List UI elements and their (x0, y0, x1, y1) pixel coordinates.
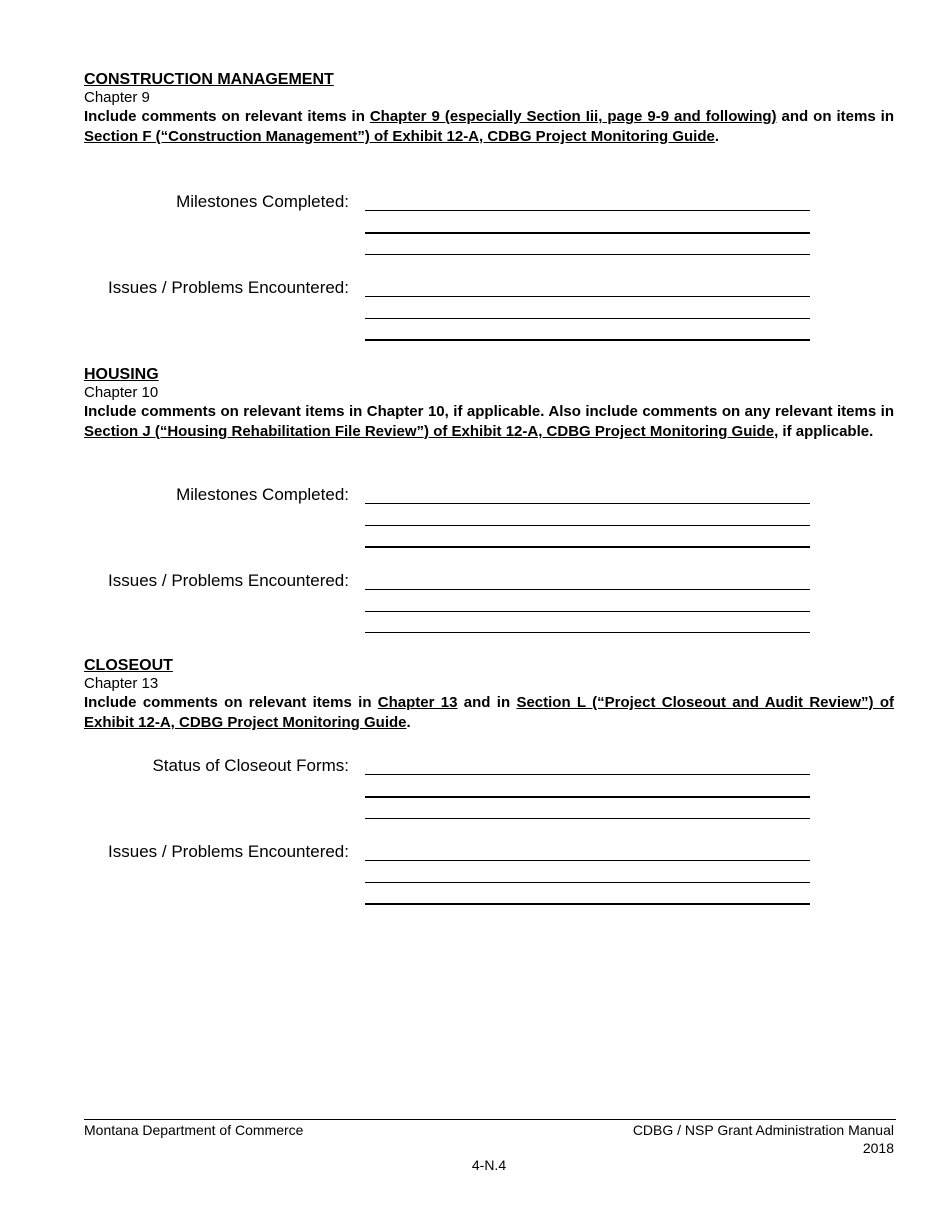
instruction-text: Include comments on relevant items in Chapter 10, if applicable. Also include comments on any relevant items in (84, 403, 894, 420)
section-chapter: Chapter 13 (84, 675, 159, 692)
field-label: Issues / Problems Encountered: (108, 278, 349, 297)
issues-encountered-field[interactable] (84, 841, 894, 903)
entry-line[interactable] (365, 296, 810, 297)
field-label: Issues / Problems Encountered: (108, 842, 349, 861)
instruction-text: Include comments on relevant items in (84, 108, 370, 125)
section-housing (84, 365, 894, 442)
closeout-forms-status-field[interactable] (84, 755, 894, 817)
entry-line[interactable] (365, 796, 810, 798)
issues-encountered-field[interactable] (84, 570, 894, 632)
section-instructions (84, 402, 894, 442)
footer-manual-title (633, 1121, 894, 1157)
entry-line[interactable] (365, 525, 810, 526)
exhibit-reference-link: Section J (“Housing Rehabilitation File Review”) of Exhibit 12-A, CDBG Project Monitoring Guide (84, 423, 775, 440)
instruction-text: and in (457, 694, 517, 711)
entry-line[interactable] (365, 589, 810, 590)
entry-line[interactable] (365, 339, 810, 341)
entry-line[interactable] (365, 232, 810, 234)
section-chapter: Chapter 10 (84, 384, 159, 401)
entry-line[interactable] (365, 903, 810, 905)
entry-line[interactable] (365, 254, 810, 255)
instruction-text: and on items in (776, 108, 894, 125)
chapter-reference-link: Chapter 9 (especially Section Iii, page 9-9 and following) (369, 108, 777, 125)
field-label: Status of Closeout Forms: (152, 756, 349, 775)
chapter-reference-link: Chapter 13 (377, 694, 458, 711)
section-closeout (84, 656, 894, 733)
instruction-text: Include comments on relevant items in (84, 694, 378, 711)
field-label: Milestones Completed: (176, 485, 349, 504)
section-chapter: Chapter 9 (84, 89, 150, 106)
exhibit-reference-link: Section L (“Project Closeout and Audit Review”) of Exhibit 12-A, CDBG Project Monitoring Guide (84, 694, 895, 731)
milestones-completed-field[interactable] (84, 191, 894, 253)
section-title: CONSTRUCTION MANAGEMENT (84, 71, 334, 88)
footer-organization: Montana Department of Commerce (84, 1122, 304, 1138)
entry-line[interactable] (365, 210, 810, 211)
instruction-text: . (406, 714, 411, 731)
entry-line[interactable] (365, 882, 810, 883)
issues-encountered-field[interactable] (84, 277, 894, 339)
section-instructions (84, 107, 894, 147)
entry-line[interactable] (365, 318, 810, 319)
field-label: Milestones Completed: (176, 192, 349, 211)
page-number: 4-N.4 (471, 1157, 507, 1173)
entry-line[interactable] (365, 546, 810, 548)
instruction-text: . (714, 128, 720, 145)
entry-line[interactable] (365, 818, 810, 819)
section-title: HOUSING (84, 366, 159, 383)
section-title: CLOSEOUT (84, 657, 173, 674)
footer-divider (84, 1119, 896, 1120)
entry-line[interactable] (365, 860, 810, 861)
milestones-completed-field[interactable] (84, 484, 894, 546)
entry-line[interactable] (365, 774, 810, 775)
section-instructions (84, 693, 894, 733)
exhibit-reference-link: Section F (“Construction Management”) of Exhibit 12-A, CDBG Project Monitoring Guide (84, 128, 715, 145)
entry-line[interactable] (365, 503, 810, 504)
field-label: Issues / Problems Encountered: (108, 571, 349, 590)
entry-line[interactable] (365, 632, 810, 633)
footer-year: 2018 (862, 1140, 894, 1156)
footer-manual-name: CDBG / NSP Grant Administration Manual (632, 1122, 894, 1138)
entry-line[interactable] (365, 611, 810, 612)
instruction-text: , if applicable. (774, 423, 874, 440)
section-construction-management (84, 70, 894, 147)
